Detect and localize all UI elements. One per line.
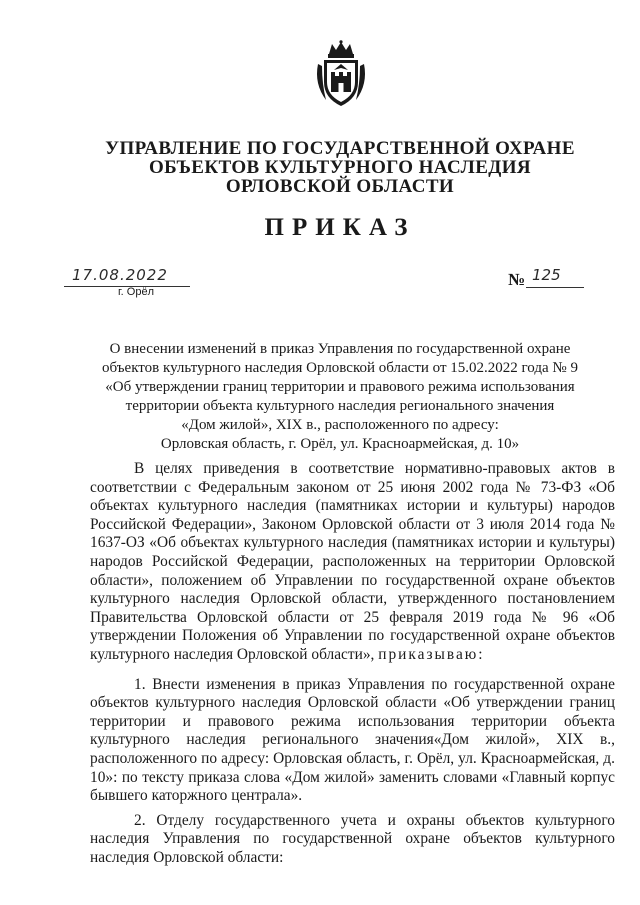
clause-2: 2. Отделу государственного учета и охраны объектов культурного наследия Управления по государственной охране объектов культурного наследия Орловской области: <box>90 811 615 866</box>
subject-line: О внесении изменений в приказ Управления по государственной охране <box>109 341 571 357</box>
subject-line: «Дом жилой», XIX в., расположенного по адресу: <box>181 417 499 433</box>
subject-line: объектов культурного наследия Орловской области от 15.02.2022 года № 9 <box>102 360 578 376</box>
subject-line: «Об утверждении границ территории и правового режима использования <box>105 379 575 395</box>
preamble-paragraph <box>90 460 615 665</box>
orel-region-coat-of-arms-icon <box>312 40 370 108</box>
clause-1: 1. Внести изменения в приказ Управления по государственной охране объектов культурного наследия Орловской области «Об утверждении границ территории и правового режима использования территории объекта культурного наследия регионального значения«Дом жилой», XIX в., расположенного по адресу: Орловская область, г. Орёл, ул. Красноармейская, д. 10»: по тексту приказа слова «Дом жилой» заменить словами «Главный корпус бывшего каторжного централа». <box>90 675 615 805</box>
order-body <box>90 460 615 867</box>
number-underline <box>526 287 584 288</box>
subject-line: Орловская область, г. Орёл, ул. Красноармейская, д. 10» <box>160 436 520 452</box>
subject-line: территории объекта культурного наследия регионального значения <box>125 398 555 414</box>
document-type-title: ПРИКАЗ <box>264 214 416 241</box>
order-number-sign: № <box>508 270 526 289</box>
organization-name-line-3: ОРЛОВСКОЙ ОБЛАСТИ <box>225 176 455 197</box>
organization-name-line-2: ОБЪЕКТОВ КУЛЬТУРНОГО НАСЛЕДИЯ <box>148 157 532 178</box>
orders-keyword: приказываю: <box>378 645 485 663</box>
order-subject <box>90 340 590 454</box>
order-city: г. Орёл <box>118 286 154 298</box>
order-date: 17.08.2022 <box>72 266 168 284</box>
preamble-text: В целях приведения в соответствие нормативно-правовых актов в соответствии с Федеральным законом от 25 июня 2002 года № 73-ФЗ «Об объектах культурного наследия (памятниках истории и культуры) народов Российской Федерации», Законом Орловской области от 3 июля 2014 года № 1637-ОЗ «Об объектах культурного наследия (памятниках истории и культуры) народов Российской Федерации, расположенных на территории Орловской области», положением об Управлении по государственной охране объектов культурного наследия Орловской области, утвержденного постановлением Правительства Орловской области от 25 февраля 2019 года № 96 «Об утверждении Положения об Управлении по государственной охране объектов культурного наследия Орловской области», <box>90 460 615 663</box>
order-number: 125 <box>532 266 561 284</box>
organization-name-line-1: УПРАВЛЕНИЕ ПО ГОСУДАРСТВЕННОЙ ОХРАНЕ <box>105 138 575 159</box>
